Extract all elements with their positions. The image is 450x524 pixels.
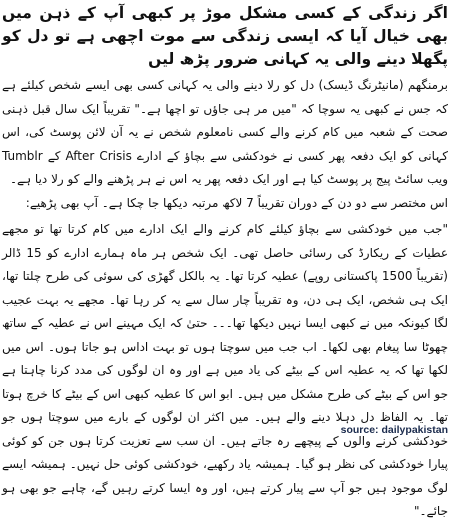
source-credit: source: dailypakistan — [340, 424, 448, 436]
article-intro-continuation: اس مختصر سے دو دن کے دوران تقریباً 7 لاکھ مرتبہ دیکھا جا چکا ہے۔ آپ بھی پڑھیے: — [25, 195, 448, 210]
article-intro-paragraph: برمنگھم (مانیٹرنگ ڈیسک) دل کو رلا دینے والی یہ کہانی کسی بھی ایسے شخص کیلئے ہے کہ جس نے کبھی یہ سوچا کہ "میں مر ہی جاؤں تو اچھا ہے۔" تقریباً ایک سال قبل ذہنی صحت کے شعبہ میں کام کرنے والے کسی نامعلوم شخص نے یہ آن لائن پوسٹ کی، اس کہانی کو ایک دفعہ پھر کسی نے خودکشی سے بچاؤ کے ادارے After Crisis کے Tumblr ویب سائٹ پیج پر پوسٹ کیا ہے اور ایک دفعہ پھر یہ اس نے ہر پڑھنے والے کو رلا دیا ہے۔ — [2, 78, 448, 186]
article-story-quote: "جب میں خودکشی سے بچاؤ کیلئے کام کرنے والے ایک ادارے میں کام کرتا تھا تو مجھے عطیات کے ریکارڈ کی رسائی حاصل تھی۔ ایک شخص ہر ماہ ہمارے ادارے کو 15 ڈالر (تقریباً 1500 پاکستانی روپے) عطیہ کرتا تھا۔ یہ بالکل گھڑی کی سوئی کی طرح چلتا تھا، ایک ہی شخص، ایک ہی دن، وہ تقریباً چار سال سے یہ کر رہا تھا۔ مجھے یہ بہت عجیب لگا کیونکہ میں نے کبھی ایسا نہیں دیکھا تھا۔۔۔ حتیٰ کہ ایک مہینے اس نے عطیہ کے ساتھ چھوٹا سا پیغام بھی لکھا۔ اب جب میں سوچتا ہوں تو بہت اداس ہو جاتا ہوں۔ اس میں لکھا تھا کہ یہ عطیہ اس کے بیٹے کی یاد میں ہے اور وہ ان لوگوں کی مدد کرنا چاہتا ہے جو اس کے بیٹے کی طرح مشکل میں ہیں۔ ابو اس کا عطیہ کبھی اس کے بیٹے کا خرچ ہوتا تھا۔ یہ الفاظ دل دہلا دینے والے ہیں۔ میں اکثر ان لوگوں کے بارے میں سوچتا ہوں جو خودکشی کرنے والوں کے پیچھے رہ جاتے ہیں۔ ان سب سے تعزیت کرتا ہوں جن کو کوئی پیارا خودکشی کی نظر ہو گیا۔ ہمیشہ یاد رکھیے، خودکشی کوئی حل نہیں۔ ہمیشہ ایسے لوگ موجود ہیں جو آپ سے پیار کرتے ہیں، اور وہ ایسا کرتے رہیں گے، چاہے جو بھی ہو جائے۔" — [2, 222, 449, 518]
article-headline: اگر زندگی کے کسی مشکل موڑ پر کبھی آپ کے ذہن میں بھی خیال آیا کہ ایسی زندگی سے موت اچھی ہے تو دل کو پگھلا دینے والی یہ کہانی ضرور پڑھ لیں — [2, 4, 448, 68]
